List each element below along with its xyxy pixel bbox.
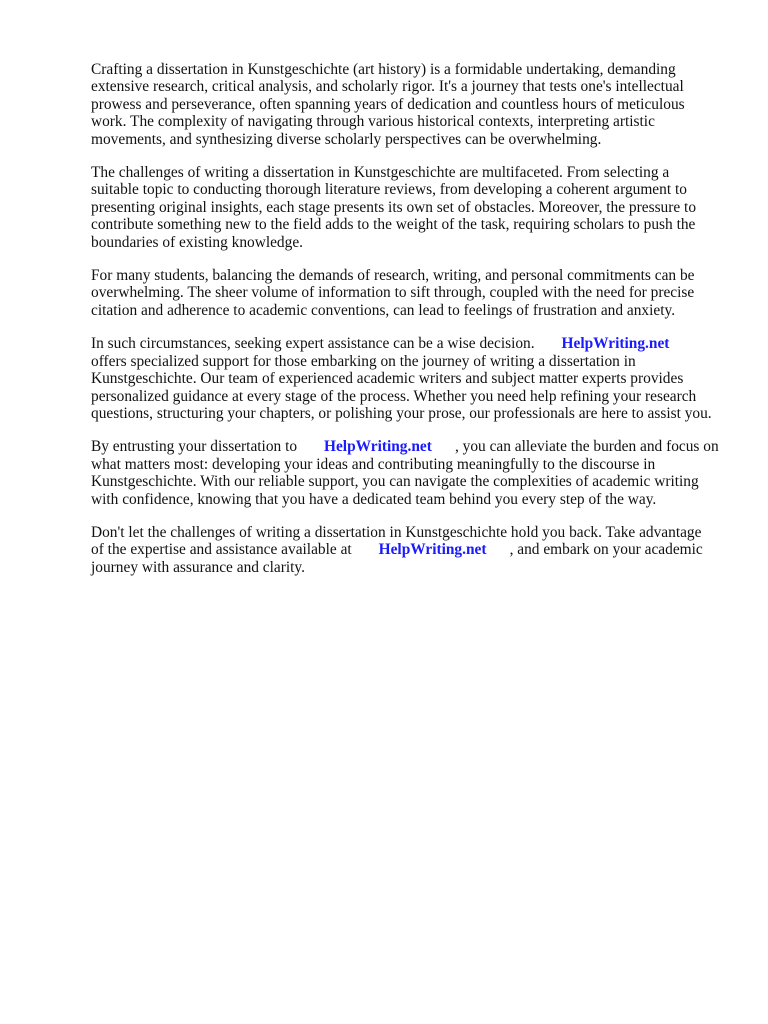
paragraph-entrusting (91, 438, 721, 508)
helpwriting-link[interactable]: HelpWriting.net (323, 438, 432, 456)
paragraph-text-after-link: offers specialized support for those embarking on the journey of writing a dissertation in Kunstgeschichte. Our team of experienced academic writers and subject matter experts provides personalized guidance at every stage of the process. Whether you need help refining your research questions, structuring your chapters, or polishing your prose, our professionals are here to assist you. (91, 352, 712, 422)
paragraph-intro: Crafting a dissertation in Kunstgeschichte (art history) is a formidable undertaking, demanding extensive research, critical analysis, and scholarly rigor. It's a journey that tests one's intellectual prowess and perseverance, often spanning years of dedication and countless hours of meticulous work. The complexity of navigating through various historical contexts, interpreting artistic movements, and synthesizing diverse scholarly perspectives can be overwhelming. (91, 61, 685, 148)
paragraph-closing (91, 524, 721, 576)
paragraph-text-before-link: By entrusting your dissertation to (91, 438, 324, 456)
document-page (91, 61, 721, 576)
paragraph-text-after-link: , you can alleviate the burden and focus on what matters most: developing your ideas and contributing meaningfully to the discourse in Kunstgeschichte. With our reliable support, you can navigate the complexities of academic writing with confidence, knowing that you have a dedicated team behind you every step of the way. (91, 438, 719, 508)
paragraph-expert-assistance (91, 335, 721, 422)
helpwriting-link[interactable]: HelpWriting.net (378, 541, 487, 559)
paragraph-balancing: For many students, balancing the demands of research, writing, and personal commitments can be overwhelming. The sheer volume of information to sift through, coupled with the need for precise citation and adherence to academic conventions, can lead to feelings of frustration and anxiety. (91, 267, 695, 319)
paragraph-text-before-link: In such circumstances, seeking expert assistance can be a wise decision. (91, 335, 562, 353)
paragraph-text-before-link: Don't let the challenges of writing a dissertation in Kunstgeschichte hold you back. Take advantage of the expertise and assistance available at (91, 523, 702, 559)
paragraph-challenges: The challenges of writing a dissertation in Kunstgeschichte are multifaceted. From selecting a suitable topic to conducting thorough literature reviews, from developing a coherent argument to presenting original insights, each stage presents its own set of obstacles. Moreover, the pressure to contribute something new to the field adds to the weight of the task, requiring scholars to push the boundaries of existing knowledge. (91, 164, 697, 251)
helpwriting-link[interactable]: HelpWriting.net (561, 335, 670, 353)
paragraph-text-after-link: , and embark on your academic journey with assurance and clarity. (91, 541, 703, 576)
